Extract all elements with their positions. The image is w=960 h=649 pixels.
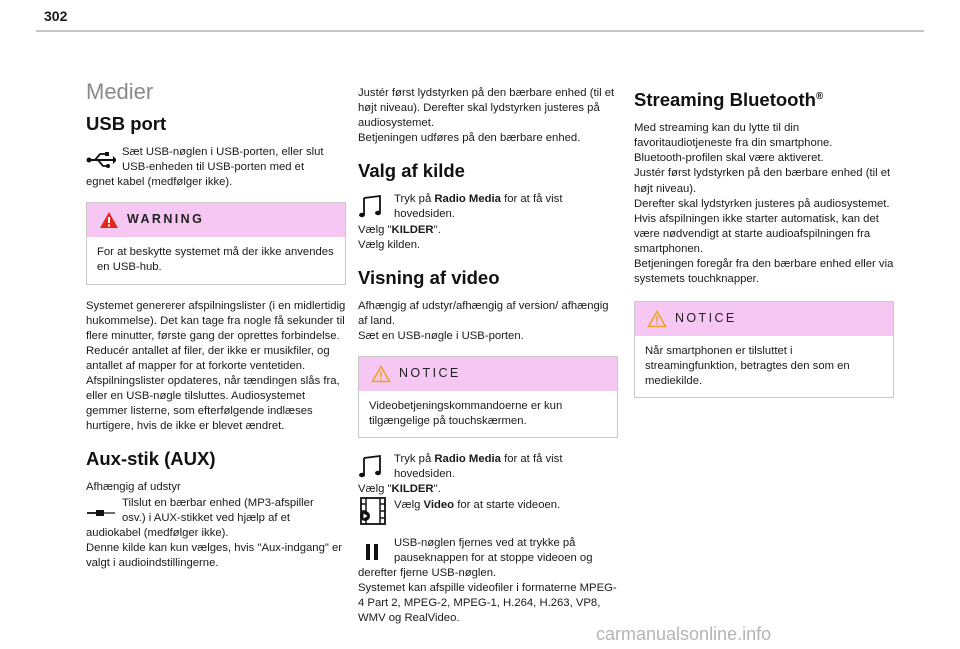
source-select [358, 223, 618, 238]
warning-text: For at beskytte systemet må der ikke anvendes en USB-hub. [97, 246, 334, 274]
aux-cable-icon [86, 498, 116, 528]
section-title: Medier [86, 79, 154, 104]
column-1 [86, 78, 346, 571]
usb-icon [86, 145, 116, 175]
bt-para-3: Justér først lydstyrken på den bærbare enhed (til et højt niveau). [634, 167, 891, 195]
source-post: for at få vist [500, 193, 563, 206]
video-notice-label: NOTICE [399, 366, 461, 381]
source-line-2: hovedsiden. [394, 208, 455, 221]
aux-heading: Aux-stik (AUX) [86, 448, 216, 470]
bt-para-5: Hvis afspilningen ikke starter automatisk, kan det være nødvendigt at starte audioafspilningen fra smartphonen. [634, 212, 879, 255]
playlist-para-1: Systemet genererer afspilningslister (i en midlertidig hukommelse). Det kan tage fra nogle få sekunder til flere minutter, første gang der oprettes forbindelse. [86, 299, 346, 342]
bt-para-2: Bluetooth-profilen skal være aktiveret. [634, 152, 824, 165]
video-label: Video [423, 498, 455, 511]
kilder-label: KILDER [391, 223, 434, 236]
select-pre: Vælg " [358, 223, 392, 236]
aux-line-1: Tilslut en bærbar enhed (MP3-afspiller [122, 496, 314, 509]
pause-icon [358, 538, 388, 568]
bluetooth-heading [634, 86, 894, 111]
video-select-post: ". [433, 483, 441, 496]
usb-line-2: USB-enheden til USB-porten med et [122, 161, 305, 174]
video-post: for at få vist [500, 453, 563, 466]
aux-line-2: osv.) i AUX-stikket ved hjælp af et [122, 511, 291, 524]
aux-cont: audiokabel (medfølger ikke). [86, 526, 229, 539]
video-pre: Tryk på [394, 453, 435, 466]
bt-notice-header [635, 302, 893, 336]
video-select-pre: Vælg " [358, 483, 392, 496]
music-note-icon [358, 452, 388, 482]
video-source-instruction [358, 452, 618, 482]
video-start-instruction [358, 498, 618, 528]
bluetooth-heading-text: Streaming Bluetooth [634, 89, 816, 111]
video-line-1: Afhængig af udstyr/afhængig af version/ afhængig af land. [358, 299, 609, 327]
video-source-line-2: hovedsiden. [394, 468, 455, 481]
usb-cont: egnet kabel (medfølger ikke). [86, 176, 233, 189]
notice-icon [371, 365, 391, 383]
usb-instruction [86, 145, 346, 175]
bt-para-6: Betjeningen foregår fra den bærbare enhed eller via systemets touchknapper. [634, 258, 894, 286]
video-formats: Systemet kan afspille videofiler i formaterne MPEG-4 Part 2, MPEG-2, MPEG-1, H.264, H.263, VP8, WMV og RealVideo. [358, 581, 617, 624]
playlist-para-2: Reducér antallet af filer, der ikke er musikfiler, og antallet af mapper for at forkorte ventetiden. [86, 344, 330, 372]
warning-header [87, 203, 345, 237]
intro-1: Justér først lydstyrken på den bærbare enhed (til et højt niveau). Derefter skal lydstyrken justeres på audiosystemet. [358, 87, 615, 130]
column-2 [358, 86, 618, 626]
video-notice-text: Videobetjeningskommandoerne er kun tilgængelige på touchskærmen. [369, 400, 563, 428]
aux-instruction [86, 496, 346, 526]
music-note-icon [358, 192, 388, 222]
video-source-line-1 [394, 452, 618, 467]
source-heading: Valg af kilde [358, 160, 465, 182]
playlist-para-3: Afspilningslister opdateres, når tændingen slås fra, eller en USB-nøgle tilsluttes. Audiosystemet gemmer listerne, som efterfølgende indlæses hurtigere, hvis de ikke er blevet ændret. [86, 375, 340, 433]
pause-cont: derefter fjerne USB-nøglen. [358, 566, 497, 579]
video-notice-header [359, 357, 617, 391]
aux-para: Denne kilde kan kun vælges, hvis "Aux-indgang" er valgt i audioindstillingerne. [86, 541, 343, 569]
radio-media-label-2: Radio Media [434, 453, 501, 466]
pause-line-2: pauseknappen for at stoppe videoen og [394, 551, 593, 564]
notice-icon [647, 310, 667, 328]
radio-media-label: Radio Media [434, 193, 501, 206]
warning-label: WARNING [127, 212, 205, 227]
source-line-1 [394, 192, 618, 207]
video-line-2: Sæt en USB-nøgle i USB-porten. [358, 329, 524, 342]
column-3 [634, 78, 894, 412]
page-number: 302 [44, 8, 68, 24]
video-heading: Visning af video [358, 266, 500, 288]
bt-para-4: Derefter skal lydstyrken justeres på audiosystemet. [634, 197, 890, 210]
bt-notice-box [634, 301, 894, 398]
bt-para-1: Med streaming kan du lytte til din favoritaudiotjeneste fra din smartphone. [634, 122, 833, 150]
watermark: carmanualsonline.info [596, 624, 772, 644]
bt-notice-label: NOTICE [675, 311, 737, 326]
usb-heading: USB port [86, 113, 167, 135]
warning-icon [99, 211, 119, 229]
film-icon [358, 496, 388, 526]
header-rule [36, 30, 924, 32]
pause-line-1: USB-nøglen fjernes ved at trykke på [394, 536, 576, 549]
source-last: Vælg kilden. [358, 238, 421, 251]
usb-line-1: Sæt USB-nøglen i USB-porten, eller slut [122, 146, 324, 159]
intro-2: Betjeningen udføres på den bærbare enhed. [358, 132, 581, 145]
aux-line-0: Afhængig af udstyr [86, 481, 181, 494]
video-start-post: for at starte videoen. [454, 498, 561, 511]
source-instruction [358, 192, 618, 222]
kilder-label-2: KILDER [391, 483, 434, 496]
video-select [358, 482, 618, 497]
select-post: ". [433, 223, 441, 236]
registered-mark: ® [815, 91, 824, 102]
warning-box [86, 202, 346, 284]
video-start-pre: Vælg [394, 498, 424, 511]
video-start-line [394, 498, 618, 513]
video-notice-box [358, 356, 618, 438]
bt-notice-text: Når smartphonen er tilsluttet i streamingfunktion, betragtes den som en mediekilde. [645, 345, 850, 388]
pause-instruction [358, 536, 618, 566]
source-pre: Tryk på [394, 193, 435, 206]
